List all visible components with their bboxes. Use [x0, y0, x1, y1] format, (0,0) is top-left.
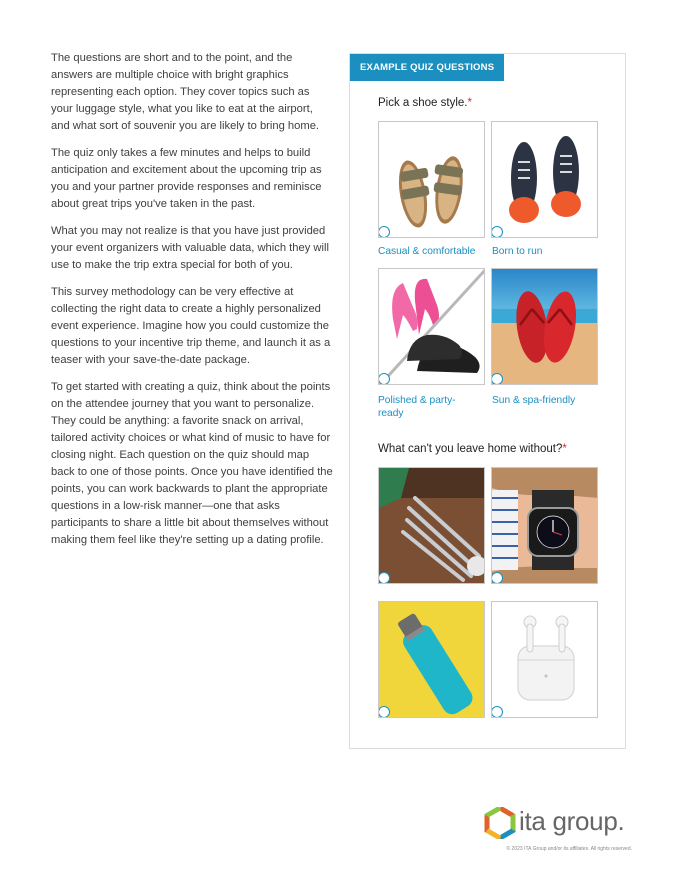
required-mark: * — [562, 443, 567, 455]
option-running-shoes[interactable] — [491, 121, 598, 238]
option-radio[interactable] — [491, 226, 503, 238]
paragraph: To get started with creating a quiz, think about the points on the attendee journey that you want to personalize. They could be anything: a favorite snack on arrival, tailored activity choices or what kind of music to have for closing night. Each question on the quiz should map back to one of those points. Once you have identified the points, you can work backwards to plant the appropriate questions in a low-risk manner—one that asks participants to share a little bit about themselves without making them feel like they're setting up a dating profile. — [51, 381, 333, 546]
required-mark: * — [467, 97, 472, 109]
option-radio[interactable] — [378, 226, 390, 238]
option-earbuds[interactable] — [491, 601, 598, 718]
question-shoe-style — [378, 97, 472, 109]
option-radio[interactable] — [491, 706, 503, 718]
option-sandals[interactable] — [378, 121, 485, 238]
option-label: Sun & spa-friendly — [492, 395, 576, 406]
option-label: Polished & party-ready — [378, 395, 456, 419]
heels-and-oxfords-image — [379, 269, 485, 385]
copyright-notice: © 2023 ITA Group and/or its affiliates. All rights reserved. — [506, 846, 632, 852]
flip-flops-image — [492, 269, 598, 385]
article-body — [51, 50, 333, 559]
question-text: Pick a shoe style. — [378, 97, 468, 109]
logo-wordmark: ita group. — [519, 806, 625, 836]
option-radio[interactable] — [378, 572, 390, 584]
hexagon-logo-icon — [484, 807, 516, 839]
option-metal-straws[interactable] — [378, 467, 485, 584]
paragraph: The quiz only takes a few minutes and helps to build anticipation and excitement about the upcoming trip as you and your partner provide responses and reminisce about great trips you've taken in the past. — [51, 147, 322, 210]
option-label: Casual & comfortable — [378, 246, 476, 257]
smartwatch-image — [492, 468, 598, 584]
running-shoes-image — [492, 122, 598, 238]
earbuds-image — [492, 602, 598, 718]
option-radio[interactable] — [491, 373, 503, 385]
option-water-bottle[interactable] — [378, 601, 485, 718]
paragraph: This survey methodology can be very effective at collecting the right data to create a highly personalized event experience. Imagine how you could customize the questions to your incentive trip theme, and launch it as a teaser with your save-the-date package. — [51, 286, 331, 366]
metal-straws-image — [379, 468, 485, 584]
example-quiz-panel — [349, 53, 626, 749]
option-radio[interactable] — [378, 373, 390, 385]
option-smartwatch[interactable] — [491, 467, 598, 584]
paragraph: What you may not realize is that you have just provided your event organizers with valuable data, which they will use to make the trip extra special for both of you. — [51, 225, 329, 271]
option-flip-flops[interactable] — [491, 268, 598, 385]
quiz-header: EXAMPLE QUIZ QUESTIONS — [350, 54, 504, 81]
option-radio[interactable] — [491, 572, 503, 584]
water-bottle-image — [379, 602, 485, 718]
ita-group-logo — [484, 805, 634, 841]
paragraph: The questions are short and to the point, and the answers are multiple choice with bright graphics representing each option. They cover topics such as your luggage style, what you like to eat at the airport, and what sort of souvenir you are likely to bring home. — [51, 52, 320, 132]
question-text: What can't you leave home without? — [378, 443, 563, 455]
option-label: Born to run — [492, 246, 543, 257]
option-heels-oxfords[interactable] — [378, 268, 485, 385]
question-cant-leave-without — [378, 443, 567, 455]
sandals-image — [379, 122, 485, 238]
option-radio[interactable] — [378, 706, 390, 718]
